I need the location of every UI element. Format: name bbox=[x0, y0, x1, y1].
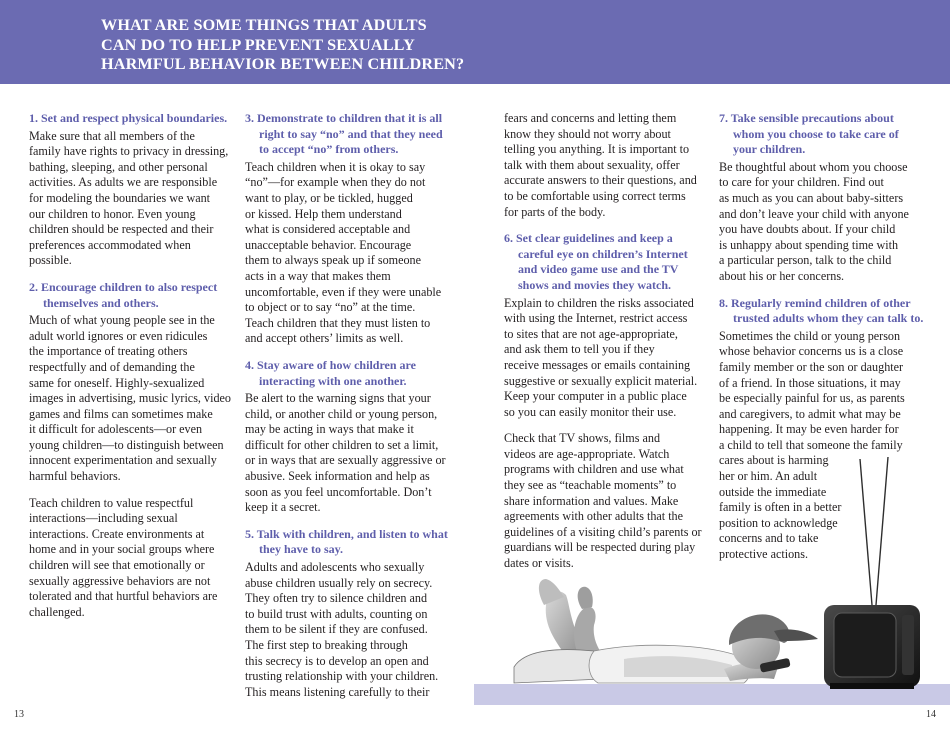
page-title bbox=[101, 16, 464, 75]
text-line: and ask them to tell you if they bbox=[504, 342, 655, 357]
text-line: receive messages or emails containing bbox=[504, 357, 691, 372]
heading-line: right to say “no” and that they need bbox=[259, 126, 443, 141]
text-line: images in advertising, music lyrics, video bbox=[29, 391, 231, 406]
child-foot bbox=[578, 587, 593, 609]
text-line: adult world ignores or even ridicules bbox=[29, 328, 208, 343]
text-line: same for oneself. Highly-sexualized bbox=[29, 375, 205, 390]
text-line: activities. As adults we are responsible bbox=[29, 175, 218, 190]
heading-line: trusted adults whom they can talk to. bbox=[733, 311, 924, 326]
text-line: they see as “teachable moments” to bbox=[504, 478, 677, 493]
text-line: Make sure that all members of the bbox=[29, 128, 195, 143]
heading-line: and video game use and the TV bbox=[518, 262, 679, 277]
heading-line: 8. Regularly remind children of other bbox=[719, 295, 911, 310]
text-line: happening. It may be even harder for bbox=[719, 422, 899, 437]
text-line: them to always speak up if someone bbox=[245, 253, 421, 268]
text-line: Be alert to the warning signs that your bbox=[245, 391, 431, 406]
text-line: abuse children usually rely on secrecy. bbox=[245, 575, 433, 590]
text-line: difficult for other children to set a limit, bbox=[245, 437, 439, 452]
heading-line: 5. Talk with children, and listen to what bbox=[245, 526, 448, 541]
text-line: acts in a way that makes them bbox=[245, 268, 391, 283]
text-line: interactions—including sexual bbox=[29, 511, 178, 526]
text-line: tolerated and that hurtful behaviors are bbox=[29, 589, 218, 604]
text-line: guidelines of a visiting child’s parents or bbox=[504, 524, 702, 539]
text-line: to be comfortable using correct terms bbox=[504, 188, 686, 203]
text-line: her or him. An adult bbox=[719, 469, 818, 484]
page-number-right: 14 bbox=[926, 709, 936, 720]
section-5-heading bbox=[245, 527, 453, 558]
heading-line: they have to say. bbox=[259, 542, 343, 557]
text-line: challenged. bbox=[29, 604, 85, 619]
text-line: children will see that emotionally or bbox=[29, 558, 205, 573]
text-line: soon as you feel uncomfortable. Don’t bbox=[245, 484, 432, 499]
text-line: so you can easily monitor their use. bbox=[504, 404, 677, 419]
text-line: to care for your children. Find out bbox=[719, 175, 884, 190]
text-line: share information and values. Make bbox=[504, 493, 679, 508]
text-line: agreements with other adults that the bbox=[504, 509, 684, 524]
text-line: telling you anything. It is important to bbox=[504, 142, 690, 157]
text-line: of a friend. In those situations, it may bbox=[719, 375, 901, 390]
section-5-body bbox=[245, 560, 453, 700]
text-line: and don’t leave your child with anyone bbox=[719, 206, 909, 221]
section-2-heading bbox=[29, 280, 233, 311]
text-line: children should be respected and their bbox=[29, 222, 214, 237]
text-line: abusive. Seek information and help as bbox=[245, 469, 430, 484]
text-line: family member or the son or daughter bbox=[719, 359, 904, 374]
text-line: unacceptable behavior. Encourage bbox=[245, 237, 412, 252]
text-line: know they should not worry about bbox=[504, 126, 671, 141]
text-line: videos are age-appropriate. Watch bbox=[504, 446, 670, 461]
text-line: Teach children when it is okay to say bbox=[245, 159, 426, 174]
section-2-body bbox=[29, 313, 233, 485]
heading-line: careful eye on children’s Internet bbox=[518, 246, 688, 261]
heading-line: 4. Stay aware of how children are bbox=[245, 357, 416, 372]
text-line: The first step to breaking through bbox=[245, 638, 408, 652]
text-line: be especially painful for us, as parents bbox=[719, 391, 905, 406]
text-line: whose behavior concerns us is a close bbox=[719, 344, 904, 359]
text-line: Much of what young people see in the bbox=[29, 313, 215, 328]
text-line: preferences accommodated when bbox=[29, 237, 191, 252]
text-line: a child to tell that someone the family bbox=[719, 437, 903, 452]
text-line: keep it a secret. bbox=[245, 500, 321, 515]
section-1-heading bbox=[29, 111, 233, 127]
text-line: Check that TV shows, films and bbox=[504, 431, 661, 446]
section-8-heading bbox=[719, 296, 929, 327]
heading-line: shows and movies they watch. bbox=[518, 277, 672, 292]
title-line: CAN DO TO HELP PREVENT SEXUALLY bbox=[101, 35, 415, 54]
text-line: this secrecy is to develop an open and bbox=[245, 653, 429, 668]
text-line: suggestive or sexually explicit material. bbox=[504, 373, 698, 388]
section-2-body-2 bbox=[29, 496, 233, 621]
text-line: them to be silent if they are confused. bbox=[245, 622, 428, 637]
text-line: position to acknowledge bbox=[719, 515, 838, 530]
child-watching-tv-illustration bbox=[474, 455, 950, 705]
text-line: home and in your social groups where bbox=[29, 542, 215, 557]
section-4-heading bbox=[245, 358, 453, 389]
section-6-heading bbox=[504, 231, 710, 293]
section-7-heading bbox=[719, 111, 929, 158]
section-4-body bbox=[245, 391, 453, 516]
text-line: concerns and to take bbox=[719, 531, 819, 546]
section-5-body-continued bbox=[504, 111, 710, 220]
section-3-heading bbox=[245, 111, 453, 158]
text-line: sexually aggressive behaviors are not bbox=[29, 573, 211, 588]
text-line: family is often in a better bbox=[719, 500, 842, 515]
text-line: talk with them about sexuality, offer bbox=[504, 157, 680, 172]
text-line: you have doubts about. If your child bbox=[719, 222, 896, 237]
section-1-body bbox=[29, 129, 233, 269]
text-line: cares about is harming bbox=[719, 453, 829, 468]
text-line: to sites that are not age-appropriate, bbox=[504, 326, 678, 341]
text-line: to build trust with adults, counting on bbox=[245, 606, 428, 621]
text-line: fears and concerns and letting them bbox=[504, 111, 677, 125]
text-line: want to play, or be tickled, hugged bbox=[245, 190, 413, 205]
text-line: it difficult for adolescents—or even bbox=[29, 422, 203, 437]
text-line: our children to honor. Even young bbox=[29, 206, 196, 221]
text-line: interactions. Create environments at bbox=[29, 526, 205, 541]
text-line: trusting relationship with your children. bbox=[245, 669, 439, 684]
text-line: Explain to children the risks associated bbox=[504, 295, 694, 310]
text-line: child, or another child or young person, bbox=[245, 406, 438, 421]
page-number-left: 13 bbox=[14, 709, 24, 720]
heading-line: 3. Demonstrate to children that it is all bbox=[245, 111, 443, 125]
text-line: and accept others’ limits as well. bbox=[245, 331, 404, 346]
text-line: what is considered acceptable and bbox=[245, 222, 411, 237]
text-line: harmful behaviors. bbox=[29, 469, 121, 484]
text-line: may be acting in ways that make it bbox=[245, 422, 414, 437]
section-7-body bbox=[719, 160, 929, 285]
column-1 bbox=[29, 111, 233, 620]
text-line: uncomfortable, even if they were unable bbox=[245, 284, 442, 299]
text-line: protective actions. bbox=[719, 547, 808, 562]
text-line: Teach children that they must listen to bbox=[245, 315, 431, 330]
text-line: games and films can sometimes make bbox=[29, 406, 213, 421]
section-3-body bbox=[245, 160, 453, 347]
text-line: This means listening carefully to their bbox=[245, 684, 430, 699]
text-line: the importance of treating others bbox=[29, 344, 188, 359]
text-line: programs with children and use what bbox=[504, 462, 684, 477]
title-line: HARMFUL BEHAVIOR BETWEEN CHILDREN? bbox=[101, 55, 465, 73]
heading-line: 7. Take sensible precautions about bbox=[719, 111, 894, 125]
text-line: respectfully and of demanding the bbox=[29, 359, 195, 374]
text-line: with using the Internet, restrict access bbox=[504, 311, 688, 326]
heading-line: 6. Set clear guidelines and keep a bbox=[504, 231, 673, 246]
tv-set bbox=[824, 457, 920, 689]
text-line: innocent experimentation and sexually bbox=[29, 453, 217, 468]
text-line: for modeling the boundaries we want bbox=[29, 190, 211, 205]
text-line: is unhappy about spending time with bbox=[719, 237, 899, 252]
text-line: or kissed. Help them understand bbox=[245, 206, 402, 221]
text-line: to object or to say “no” at the time. bbox=[245, 300, 416, 315]
text-line: or in ways that are sexually aggressive or bbox=[245, 453, 446, 468]
heading-line: your children. bbox=[733, 142, 806, 157]
text-line: “no”—for example when they do not bbox=[245, 175, 426, 190]
text-line: family have rights to privacy in dressing, bbox=[29, 144, 229, 159]
section-6-body bbox=[504, 296, 710, 421]
text-line: Keep your computer in a public place bbox=[504, 389, 687, 404]
text-line: Adults and adolescents who sexually bbox=[245, 560, 425, 575]
cap-brim bbox=[774, 629, 818, 641]
text-line: outside the immediate bbox=[719, 484, 827, 499]
text-line: young children—to distinguish between bbox=[29, 437, 224, 452]
text-line: for parts of the body. bbox=[504, 204, 606, 219]
title-line: WHAT ARE SOME THINGS THAT ADULTS bbox=[101, 16, 427, 34]
text-line: dates or visits. bbox=[504, 556, 574, 571]
text-line: accurate answers to their questions, and bbox=[504, 173, 697, 188]
text-line: about his or her concerns. bbox=[719, 268, 845, 283]
heading-line: to accept “no” from others. bbox=[259, 142, 399, 157]
text-line: Sometimes the child or young person bbox=[719, 328, 901, 343]
text-line: a particular person, talk to the child bbox=[719, 253, 892, 268]
text-line: Be thoughtful about whom you choose bbox=[719, 159, 908, 174]
text-line: Teach children to value respectful bbox=[29, 495, 194, 510]
text-line: guardians will be respected during play bbox=[504, 540, 696, 555]
heading-line: themselves and others. bbox=[43, 295, 159, 310]
text-line: possible. bbox=[29, 253, 72, 268]
heading-line: 1. Set and respect physical boundaries. bbox=[29, 111, 228, 125]
column-2 bbox=[245, 111, 453, 700]
heading-line: interacting with one another. bbox=[259, 373, 407, 388]
heading-line: 2. Encourage children to also respect bbox=[29, 279, 218, 294]
text-line: as much as you can about baby-sitters bbox=[719, 190, 904, 205]
text-line: They often try to silence children and bbox=[245, 591, 428, 606]
text-line: bathing, sleeping, and other personal bbox=[29, 159, 208, 174]
heading-line: whom you choose to take care of bbox=[733, 126, 899, 141]
text-line: and caregivers, to admit what may be bbox=[719, 406, 901, 421]
